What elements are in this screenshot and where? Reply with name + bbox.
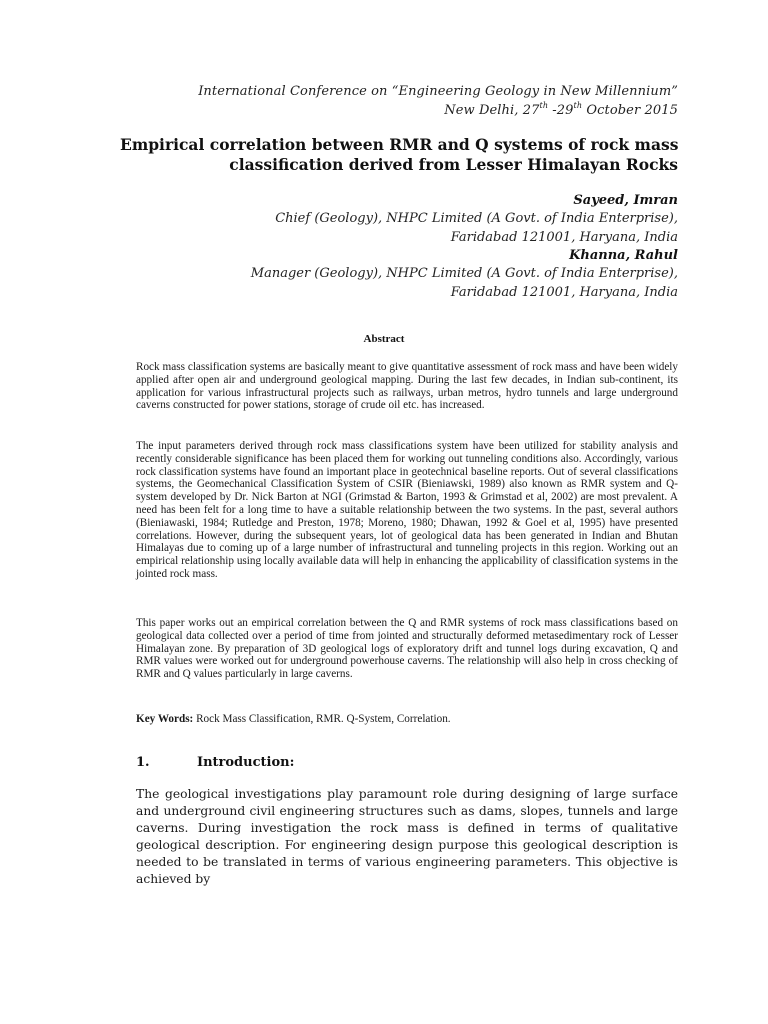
author-2-affiliation-line-1: Manager (Geology), NHPC Limited (A Govt. of India Enterprise), [250,266,678,281]
paper-title-line-1: Empirical correlation between RMR and Q systems of rock mass [120,135,679,154]
author-1-affiliation-line-2: Faridabad 121001, Haryana, India [450,230,678,245]
date-superscript-end: th [573,101,583,110]
date-superscript-start: th [539,101,549,110]
conference-date-post: October 2015 [582,103,678,118]
section-title: Introduction: [197,755,295,770]
keywords-value: Rock Mass Classification, RMR. Q-System, Correlation. [193,713,451,725]
abstract-heading: Abstract [363,333,405,345]
author-1-affiliation-line-1: Chief (Geology), NHPC Limited (A Govt. of India Enterprise), [275,211,678,226]
abstract-paragraph-3: This paper works out an empirical correlation between the Q and RMR systems of rock mass classifications based on geological data collected over a period of time from jointed and structurally deformed metasedimentary rock of Lesser Himalayan zone. By preparation of 3D geological logs of exploratory drift and tunnel logs during excavation, Q and RMR values were worked out for underground powerhouse caverns. The relationship will also help in cross checking of RMR and Q values particularly in large caverns. [136,617,678,681]
conference-date-mid: -29 [548,103,574,118]
conference-date [444,103,678,118]
author-2-affiliation-line-2: Faridabad 121001, Haryana, India [450,285,678,300]
abstract-paragraph-2: The input parameters derived through rock mass classifications system have been utilized for stability analysis and recently considerable significance has been placed them for working out tunneling conditions also. Accordingly, various rock classification systems have found an important place in geotechnical baseline reports. Out of several classifications systems, the Geomechanical Classification System of CSIR (Bieniawski, 1989) also known as RMR system and Q-system developed by Dr. Nick Barton at NGI (Grimstad & Barton, 1993 & Grimstad et al, 2002) are most prevalent. A need has been felt for a long time to have a suitable relationship between the two systems. In the past, several authors (Bieniawaski, 1984; Rutledge and Preston, 1978; Moreno, 1980; Dhawan, 1992 & Goel et al, 1995) have presented correlations. However, during the subsequent years, lot of geological data has been generated in Indian and Bhutan Himalayas due to coming up of a large number of infrastructural and tunneling projects in this region. Working out an empirical relationship using locally available data will help in enhancing the applicability of classification systems in the jointed rock mass. [136,440,678,580]
paper-title-line-2: classification derived from Lesser Himalayan Rocks [229,155,678,174]
keywords [136,713,678,726]
conference-date-pre: New Delhi, 27 [444,103,540,118]
conference-name: International Conference on “Engineering Geology in New Millennium” [198,84,678,99]
section-number: 1. [136,755,150,770]
author-1-name: Sayeed, Imran [573,193,678,208]
paper-title [120,135,678,175]
abstract-paragraph-1: Rock mass classification systems are basically meant to give quantitative assessment of rock mass and have been widely applied after open air and underground geological mapping. During the last few decades, in Indian sub-continent, its application for various infrastructural projects such as railways, urban metros, hydro tunnels and large underground caverns constructed for power stations, storage of crude oil etc. has increased. [136,361,678,412]
introduction-paragraph: The geological investigations play paramount role during designing of large surface and underground civil engineering structures such as dams, slopes, tunnels and large caverns. During investigation the rock mass is defined in terms of qualitative geological description. For engineering design purpose this geological description is needed to be translated in terms of various engineering parameters. This objective is achieved by [136,787,678,886]
introduction-heading [136,755,294,770]
keywords-label: Key Words: [136,713,194,725]
author-2-name: Khanna, Rahul [569,248,678,263]
